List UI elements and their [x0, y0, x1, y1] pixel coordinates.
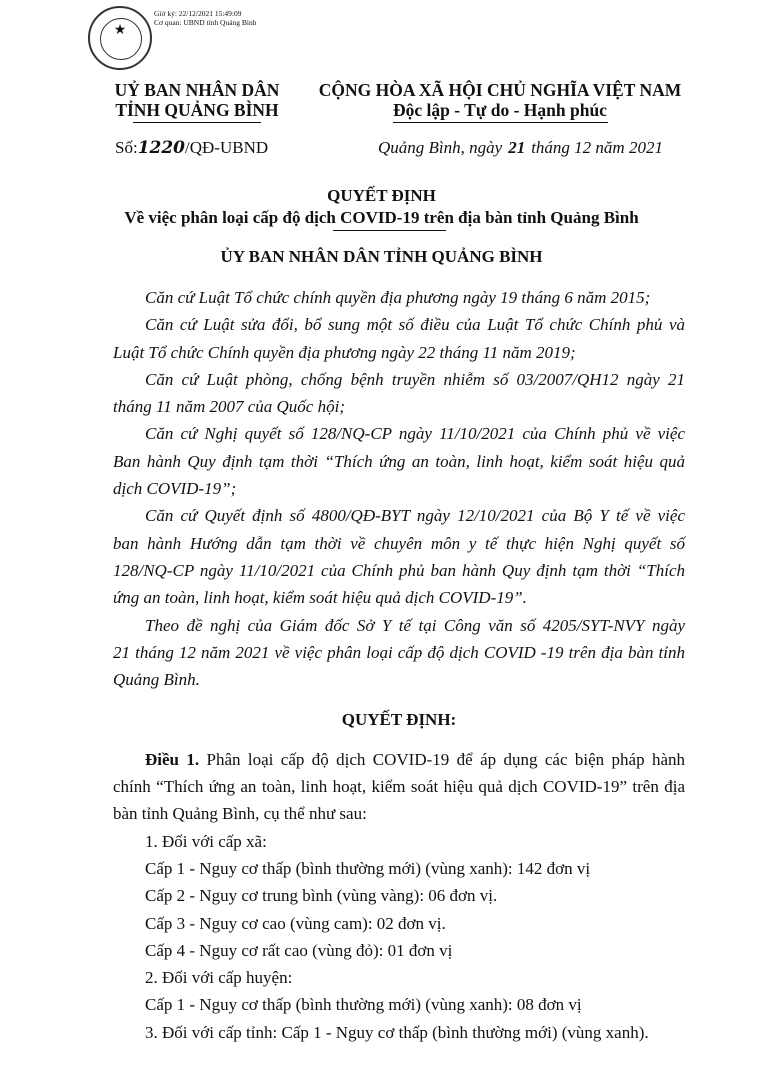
preamble-line: ban hành Hướng dẫn tạm thời về chuyên môn y tế thực hiện Nghị quyết số [113, 533, 685, 553]
commune-level: Cấp 1 - Nguy cơ thấp (bình thường mới) (vùng xanh): 142 đơn vị [145, 858, 591, 878]
signed-time: Giờ ký: 22/12/2021 15:49:09 [154, 9, 242, 18]
preamble [113, 284, 685, 693]
document-title: QUYẾT ĐỊNH [327, 186, 436, 205]
article-label: Điều 1. [145, 749, 200, 769]
article-1 [113, 746, 685, 1046]
preamble-line: dịch COVID-19”; [113, 479, 237, 499]
section-province: 3. Đối với cấp tỉnh: [145, 1022, 278, 1042]
article-text: Phân loại cấp độ dịch COVID-19 để áp dụng các biện pháp hành [199, 749, 686, 769]
signing-agency: Cơ quan: UBND tỉnh Quảng Bình [154, 18, 257, 27]
province-level: Cấp 1 - Nguy cơ thấp (bình thường mới) (vùng xanh). [277, 1022, 649, 1042]
preamble-line: Căn cứ Nghị quyết số 128/NQ-CP ngày 11/10/2021 của Chính phủ về việc [145, 424, 685, 444]
country-name: CỘNG HÒA XÃ HỘI CHỦ NGHĨA VIỆT NAM [318, 80, 682, 100]
digital-signature-seal [88, 6, 152, 70]
preamble-line: Luật Tổ chức Chính quyền địa phương ngày 22 tháng 11 năm 2019; [113, 342, 576, 362]
agency-line-2: TỈNH QUẢNG BÌNH [115, 100, 279, 120]
preamble-line: Căn cứ Quyết định số 4800/QĐ-BYT ngày 12/10/2021 của Bộ Y tế về việc [145, 506, 685, 526]
section-district: 2. Đối với cấp huyện: [145, 968, 293, 988]
star-icon: ★ [113, 23, 127, 38]
preamble-line: Căn cứ Luật Tổ chức chính quyền địa phương ngày 19 tháng 6 năm 2015; [145, 288, 651, 307]
agency-line-1: UỶ BAN NHÂN DÂN [114, 80, 280, 100]
national-motto [300, 80, 700, 123]
article-text: bàn tỉnh Quảng Bình, cụ thể như sau: [113, 804, 367, 824]
divider [133, 122, 261, 123]
preamble-line: 128/NQ-CP ngày 11/10/2021 của Chính phủ ban hành Quy định tạm thời “Thích [113, 560, 685, 580]
decision-heading: QUYẾT ĐỊNH: [341, 710, 457, 730]
district-level: Cấp 1 - Nguy cơ thấp (bình thường mới) (vùng xanh): 08 đơn vị [145, 995, 582, 1015]
document-number: Số:1220/QĐ-UBND [115, 138, 269, 158]
commune-level: Cấp 3 - Nguy cơ cao (vùng cam): 02 đơn vị. [145, 913, 446, 933]
motto: Độc lập - Tự do - Hạnh phúc [393, 100, 607, 120]
divider [393, 122, 608, 123]
issuing-agency [97, 80, 297, 123]
divider [333, 230, 446, 231]
issuing-authority: ỦY BAN NHÂN DÂN TỈNH QUẢNG BÌNH [220, 247, 543, 266]
commune-level: Cấp 4 - Nguy cơ rất cao (vùng đỏ): 01 đơn vị [145, 940, 453, 960]
section-commune: 1. Đối với cấp xã: [145, 831, 267, 851]
document-subject: Về việc phân loại cấp độ dịch COVID-19 trên địa bàn tỉnh Quảng Bình [124, 208, 639, 227]
document-date: Quảng Bình, ngày 21 tháng 12 năm 2021 [378, 138, 663, 157]
preamble-line: Theo đề nghị của Giám đốc Sở Y tế tại Công văn số 4205/SYT-NVY ngày [145, 615, 685, 635]
commune-level: Cấp 2 - Nguy cơ trung bình (vùng vàng): 06 đơn vị. [145, 886, 498, 906]
preamble-line: tháng 11 năm 2007 của Quốc hội; [113, 397, 345, 417]
document-body [113, 284, 685, 1046]
preamble-line: Ban hành Quy định tạm thời “Thích ứng an toàn, linh hoạt, kiểm soát hiệu quả [113, 451, 685, 471]
preamble-line: ứng an toàn, linh hoạt, kiểm soát hiệu quả dịch COVID-19”. [113, 588, 527, 608]
signature-info [154, 9, 257, 27]
preamble-line: Căn cứ Luật phòng, chống bệnh truyền nhiễm số 03/2007/QH12 ngày 21 [145, 369, 685, 389]
preamble-line: Căn cứ Luật sửa đổi, bổ sung một số điều của Luật Tổ chức Chính phủ và [145, 315, 685, 335]
article-text: chính “Thích ứng an toàn, linh hoạt, kiểm soát hiệu quả dịch COVID-19” trên địa [113, 777, 685, 797]
preamble-line: Quảng Bình. [113, 670, 200, 690]
preamble-line: 21 tháng 12 năm 2021 về việc phân loại cấp độ dịch COVID -19 trên địa bàn tỉnh [113, 642, 685, 662]
